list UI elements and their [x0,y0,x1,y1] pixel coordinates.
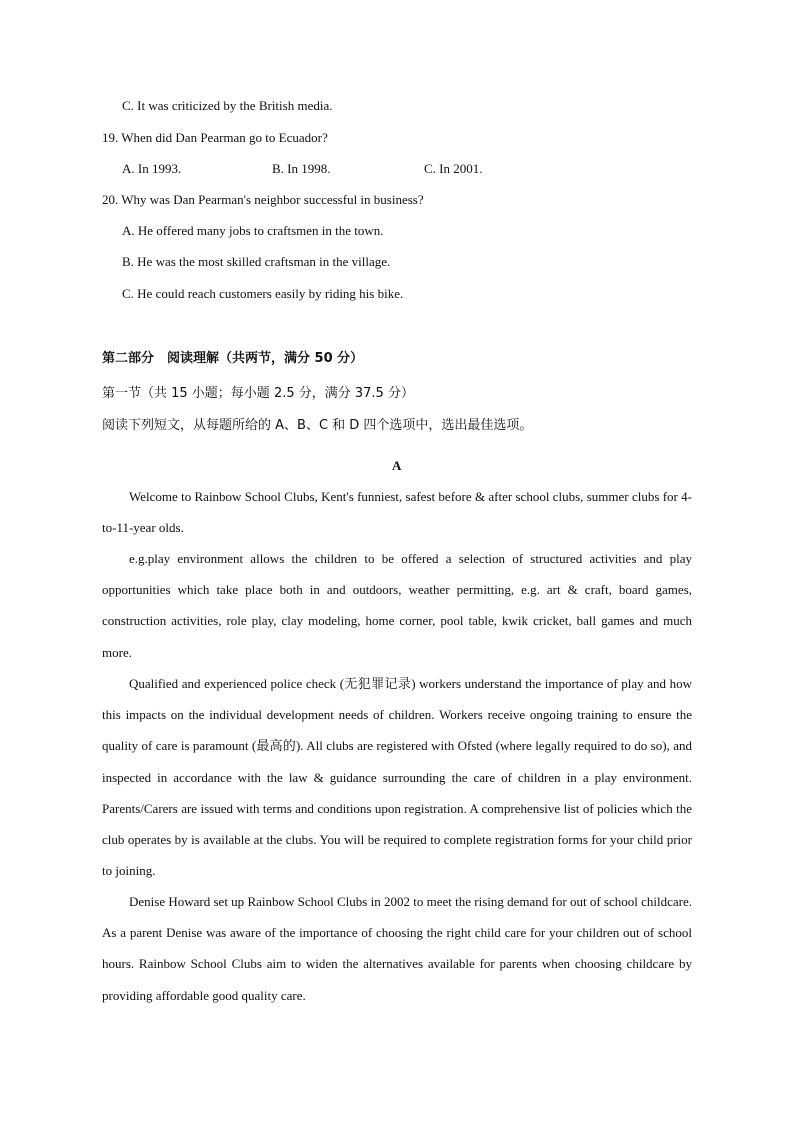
q19-option-c: C. In 2001. [424,161,483,176]
q20-option-c: C. He could reach customers easily by riding his bike. [122,286,404,301]
q20-option-a: A. He offered many jobs to craftsmen in the town. [122,223,384,238]
passage-paragraph-2: e.g.play environment allows the children to be offered a selection of structured activities and play opportunities which take place both in and outdoors, weather permitting, e.g. art & craft, board games, construction activities, role play, clay modeling, home corner, pool table, kwik cricket, ball games and much more. [102,551,692,660]
passage-paragraph-4: Denise Howard set up Rainbow School Clubs in 2002 to meet the rising demand for out of school childcare. As a parent Denise was aware of the importance of choosing the right child care for your children out of school hours. Rainbow School Clubs aim to widen the alternatives available for parents when choosing childcare by providing affordable good quality care. [102,894,692,1003]
q20-question: 20. Why was Dan Pearman's neighbor successful in business? [102,192,424,207]
passage-label: A [392,458,402,473]
q20-option-b: B. He was the most skilled craftsman in the village. [122,254,391,269]
section1-heading: 第一节（共 15 小题；每小题 2.5 分，满分 37.5 分） [102,386,414,401]
passage-paragraph-3: Qualified and experienced police check (无犯罪记录) workers understand the importance of play and how this impacts on the individual development needs of children. Workers receive ongoing training to ensure the quality of care is paramount (最高的). All clubs are registered with Ofsted (where legally required to do so), and inspected in accordance with the law & guidance surrounding the care of children in a play environment. Parents/Carers are issued with terms and conditions upon registration. A comprehensive list of policies which the club operates by is available at the clubs. You will be required to complete registration forms for your child prior to joining. [102,676,692,879]
q19-question: 19. When did Dan Pearman go to Ecuador? [102,130,328,145]
q19-option-a: A. In 1993. [122,161,182,176]
q19-option-b: B. In 1998. [272,161,331,176]
part2-heading: 第二部分 阅读理解（共两节，满分 50 分） [102,351,364,366]
reading-instruction: 阅读下列短文，从每题所给的 A、B、C 和 D 四个选项中，选出最佳选项。 [102,418,533,433]
passage-paragraph-1: Welcome to Rainbow School Clubs, Kent's funniest, safest before & after school clubs, summer clubs for 4-to-11-year olds. [102,489,692,536]
q18-option-c: C. It was criticized by the British media. [122,98,333,113]
